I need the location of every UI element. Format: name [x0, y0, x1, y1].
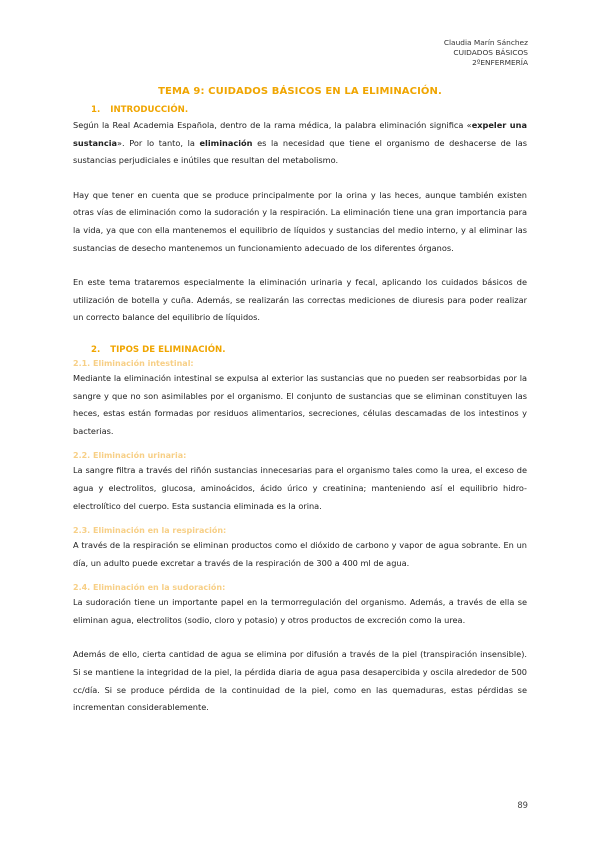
subsection-heading-urinaria: 2.2. Eliminación urinaria: — [73, 451, 187, 461]
page-title: TEMA 9: CUIDADOS BÁSICOS EN LA ELIMINACIÓN. — [158, 86, 442, 97]
urinaria-paragraph: La sangre filtra a través del riñón sustancias innecesarias para el organismo tales como la urea, el exceso de agua y electrolitos, glucosa, aminoácidos, ácido úrico y creatinina; manteniendo así el equilibrio hidro-electrolítico del cuerpo. Esta sustancia eliminada es la orina. — [73, 465, 527, 511]
section-number: 1. — [91, 105, 101, 115]
section-heading-types — [73, 344, 527, 357]
bold-term-eliminacion: eliminación — [199, 137, 253, 148]
page-header — [444, 38, 528, 68]
section-title: TIPOS DE ELIMINACIÓN. — [110, 344, 226, 355]
section-number: 2. — [91, 344, 101, 355]
text-run: es la necesidad que tiene el organismo de deshacerse de las sustancias perjudiciales e inútiles que resultan del metabolismo. — [73, 137, 527, 166]
bold-term-expeler: expeler una sustancia — [73, 120, 527, 148]
document-body — [73, 104, 527, 717]
header-course: CUIDADOS BÁSICOS — [453, 48, 528, 57]
intro-paragraph-1 — [73, 117, 527, 170]
subsection-heading-sudoracion: 2.4. Eliminación en la sudoración: — [73, 583, 226, 593]
text-run: ». Por lo tanto, la — [117, 137, 200, 148]
sudoracion-paragraph-2: Además de ello, cierta cantidad de agua se elimina por difusión a través de la piel (transpiración insensible). Si se mantiene la integridad de la piel, la pérdida diaria de agua pasa desapercibida y oscila alrededor de 500 cc/día. Si se produce pérdida de la continuidad de la piel, como en las quemaduras, estas pérdidas se incrementan considerablemente. — [73, 649, 527, 713]
text-run: Según la Real Academia Española, dentro de la rama médica, la palabra eliminación significa « — [73, 120, 472, 130]
subsection-heading-respiracion: 2.3. Eliminación en la respiración: — [73, 526, 227, 536]
subsection-heading-intestinal: 2.1. Eliminación intestinal: — [73, 358, 194, 368]
sudoracion-paragraph-1: La sudoración tiene un importante papel en la termorregulación del organismo. Además, a través de ella se eliminan agua, electrolitos (sodio, cloro y potasio) y otros productos de excreción como la urea. — [73, 597, 527, 625]
header-author: Claudia Marín Sánchez — [443, 38, 528, 47]
respiracion-paragraph: A través de la respiración se eliminan productos como el dióxido de carbono y vapor de agua sobrante. En un día, un adulto puede excretar a través de la respiración de 300 a 400 ml de agua. — [73, 540, 527, 568]
header-level: 2ºENFERMERÍA — [472, 58, 528, 67]
intro-paragraph-2: Hay que tener en cuenta que se produce principalmente por la orina y las heces, aunque también existen otras vías de eliminación como la sudoración y la respiración. La eliminación tiene una gran importancia para la vida, ya que con ella mantenemos el equilibrio de líquidos y sustancias del medio interno, y al eliminar las sustancias de desecho mantenemos un funcionamiento adecuado de los diferentes órganos. — [73, 189, 527, 253]
section-title: INTRODUCCIÓN. — [110, 105, 189, 115]
intestinal-paragraph: Mediante la eliminación intestinal se expulsa al exterior las sustancias que no pueden ser reabsorbidas por la sangre y que no son asimilables por el organismo. El conjunto de sustancias que se eliminan constituyen las heces, estas están formadas por residuos alimentarios, secreciones, células descamadas de los intestinos y bacterias. — [73, 372, 527, 436]
section-heading-introduction — [73, 104, 527, 117]
page-number: 89 — [517, 800, 528, 810]
intro-paragraph-3: En este tema trataremos especialmente la eliminación urinaria y fecal, aplicando los cuidados básicos de utilización de botella y cuña. Además, se realizarán las correctas mediciones de diuresis para poder realizar un correcto balance del equilibrio de líquidos. — [73, 277, 527, 323]
